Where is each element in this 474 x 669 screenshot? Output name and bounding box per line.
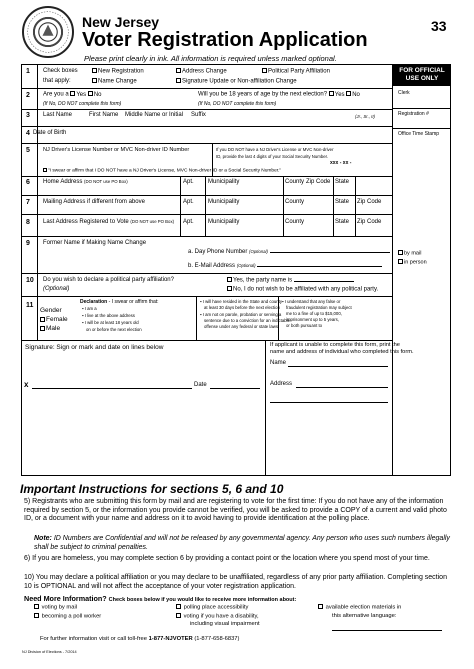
signature-x-mark: x <box>24 380 29 389</box>
last-apt-field[interactable]: Apt. <box>183 219 194 225</box>
email-field[interactable]: b. E-Mail Address (Optional) <box>188 263 382 269</box>
last-zip-field[interactable]: Zip Code <box>357 219 382 225</box>
form-number: 33 <box>431 18 447 34</box>
declaration-item: ▪ I will be at least 18 years old <box>82 320 139 325</box>
last-municipality-field[interactable]: Municipality <box>208 219 240 225</box>
party-affiliation-checkbox[interactable]: Political Party Affiliation <box>262 68 330 75</box>
party-no-checkbox[interactable]: No, I do not wish to be affiliated with any political party. <box>227 286 378 293</box>
assistant-name-field[interactable]: Name <box>270 360 287 366</box>
signature-update-checkbox[interactable]: Signature Update or Non-affiliation Change <box>176 78 297 85</box>
instruction-section-10: 10) You may declare a political affiliation or you may declare to be unaffiliated, regardless of any prior party affiliation. Completing section 10 is OPTIONAL and will not affect the acceptance of your voter registration application. <box>24 574 447 590</box>
last-county-field[interactable]: County <box>285 219 305 225</box>
official-use-column <box>393 64 451 476</box>
suffix-field[interactable]: Suffix <box>191 112 206 118</box>
address-change-checkbox[interactable]: Address Change <box>176 68 227 75</box>
middle-name-field[interactable]: Middle Name or Initial <box>125 112 184 118</box>
former-name-field[interactable]: Former Name if Making Name Change <box>43 240 147 246</box>
home-zip-field[interactable]: Zip Code <box>306 179 331 185</box>
home-apt-field[interactable]: Apt. <box>183 179 194 185</box>
signature-line[interactable] <box>32 388 192 389</box>
instruction-note: Note: ID Numbers are Confidential and will not be released by any governmental agency. Any person who uses such numbers illegally shall be subject to criminal penalties. <box>34 535 450 551</box>
assistant-address-field[interactable]: Address <box>270 381 293 387</box>
info-voting-by-mail-checkbox[interactable]: voting by mail <box>34 604 77 611</box>
mailing-apt-field[interactable]: Apt. <box>183 199 194 205</box>
in-person-option[interactable]: in person <box>398 259 427 266</box>
declaration-item: ▪ I live at the above address <box>82 313 135 318</box>
age-question: Will you be 18 years of age by the next election? Yes No <box>198 91 360 98</box>
alt-language-field[interactable] <box>332 630 442 631</box>
name-change-checkbox[interactable]: Name Change <box>92 78 137 85</box>
instruction-section-5: 5) Registrants who are submitting this form by mail and are registering to vote for the first time: If you do not have any of the information required by section 5, or the information you provide cannot be verified, you will be asked to provide a COPY of a current and valid photo ID, or a document with your name and address on it to avoid having to provide identification at the polling place. <box>24 498 447 523</box>
last-name-field[interactable]: Last Name <box>43 112 73 118</box>
home-address-field[interactable]: Home Address (DO NOT use PO Box) <box>43 179 128 185</box>
footer-contact: For further information visit or call toll-free 1-877-NJVOTER (1-877-658-6837) <box>40 636 240 642</box>
gender-male-checkbox[interactable]: Male <box>40 325 60 332</box>
signature-label: Signature: Sign or mark and date on lines below <box>25 344 164 351</box>
citizen-yes-checkbox[interactable]: Yes <box>70 92 86 98</box>
last-registered-address-field[interactable]: Last Address Registered to Vote (DO NOT use PO Box) <box>43 219 175 225</box>
declaration-right: ▪ I understand that any false or <box>282 299 341 304</box>
home-county-field[interactable]: County <box>285 179 305 185</box>
gender-label: Gender <box>40 307 62 314</box>
info-poll-worker-checkbox[interactable]: becoming a poll worker <box>34 613 101 620</box>
citizen-no-checkbox[interactable]: No <box>88 92 102 98</box>
time-stamp-label: Office Time Stamp <box>398 131 440 137</box>
day-phone-field[interactable]: a. Day Phone Number (Optional) <box>188 249 390 255</box>
instructions-title: Important Instructions for sections 5, 6 and 10 <box>20 482 284 496</box>
mailing-municipality-field[interactable]: Municipality <box>208 199 240 205</box>
age-yes-checkbox[interactable]: Yes <box>329 92 345 98</box>
drivers-license-field[interactable]: NJ Driver's License Number or MVC Non-driver ID Number <box>43 147 190 153</box>
state-name: New Jersey <box>82 14 160 30</box>
home-municipality-field[interactable]: Municipality <box>208 179 240 185</box>
declaration-mid: ▪ I will have resided in the State and county <box>200 299 283 304</box>
party-yes-checkbox[interactable]: Yes, the party name is <box>227 277 354 284</box>
age-no-checkbox[interactable]: No <box>346 92 360 98</box>
instruction-subtitle: Please print clearly in ink. All information is required unless marked optional. <box>84 54 337 63</box>
party-question: Do you wish to declare a political party affiliation? <box>43 277 174 283</box>
clerk-label: Clerk <box>398 90 410 96</box>
mailing-zip-field[interactable]: Zip Code <box>357 199 382 205</box>
no-id-affirmation-checkbox[interactable]: "I swear or affirm that I DO NOT have a NJ Driver's License, MVC Non-driver ID or a Social Security Number." <box>43 168 281 174</box>
citizen-question: Are you a Yes No <box>43 91 102 98</box>
gender-female-checkbox[interactable]: Female <box>40 316 68 323</box>
info-accessibility-checkbox[interactable]: polling place accessibility <box>176 604 248 611</box>
date-line[interactable] <box>210 388 260 389</box>
mailing-address-field[interactable]: Mailing Address if different from above <box>43 199 145 205</box>
date-of-birth-field[interactable]: Date of Birth <box>33 130 67 136</box>
mailing-county-field[interactable]: County <box>285 199 305 205</box>
new-registration-checkbox[interactable]: New Registration <box>92 68 144 75</box>
info-disability-checkbox[interactable]: voting if you have a disability, <box>176 613 259 620</box>
declaration-heading: Declaration - I swear or affirm that: <box>80 299 159 305</box>
ssn-last-four-field[interactable]: xxx - xx - <box>330 160 352 166</box>
declaration-item: ▪ I am a <box>82 306 97 311</box>
registration-number-label: Registration # <box>398 111 429 117</box>
state-seal-icon <box>22 6 74 58</box>
home-state-field[interactable]: State <box>335 179 350 185</box>
by-mail-option[interactable]: by mail <box>398 250 421 257</box>
footer-division: NJ Division of Elections - 7/2014 <box>22 650 77 654</box>
first-name-field[interactable]: First Name <box>89 112 119 118</box>
last-state-field[interactable]: State <box>335 219 350 225</box>
mailing-state-field[interactable]: State <box>335 199 350 205</box>
date-label: Date <box>194 382 207 388</box>
declaration-item: on or before the next election <box>86 327 142 332</box>
instruction-section-6: 6) If you are homeless, you may complete section 6 by providing a contact point or the location where you spend most of your time. <box>24 555 430 562</box>
official-use-header: FOR OFFICIAL USE ONLY <box>393 64 451 86</box>
that-apply-label: that apply: <box>43 78 71 84</box>
info-alt-language-checkbox[interactable]: available election materials in <box>318 604 401 611</box>
check-boxes-label: Check boxes <box>43 68 78 74</box>
page-title: Voter Registration Application <box>82 29 368 51</box>
need-more-info-heading: Need More Information? Check boxes below if you would like to receive more information about: <box>24 594 297 603</box>
